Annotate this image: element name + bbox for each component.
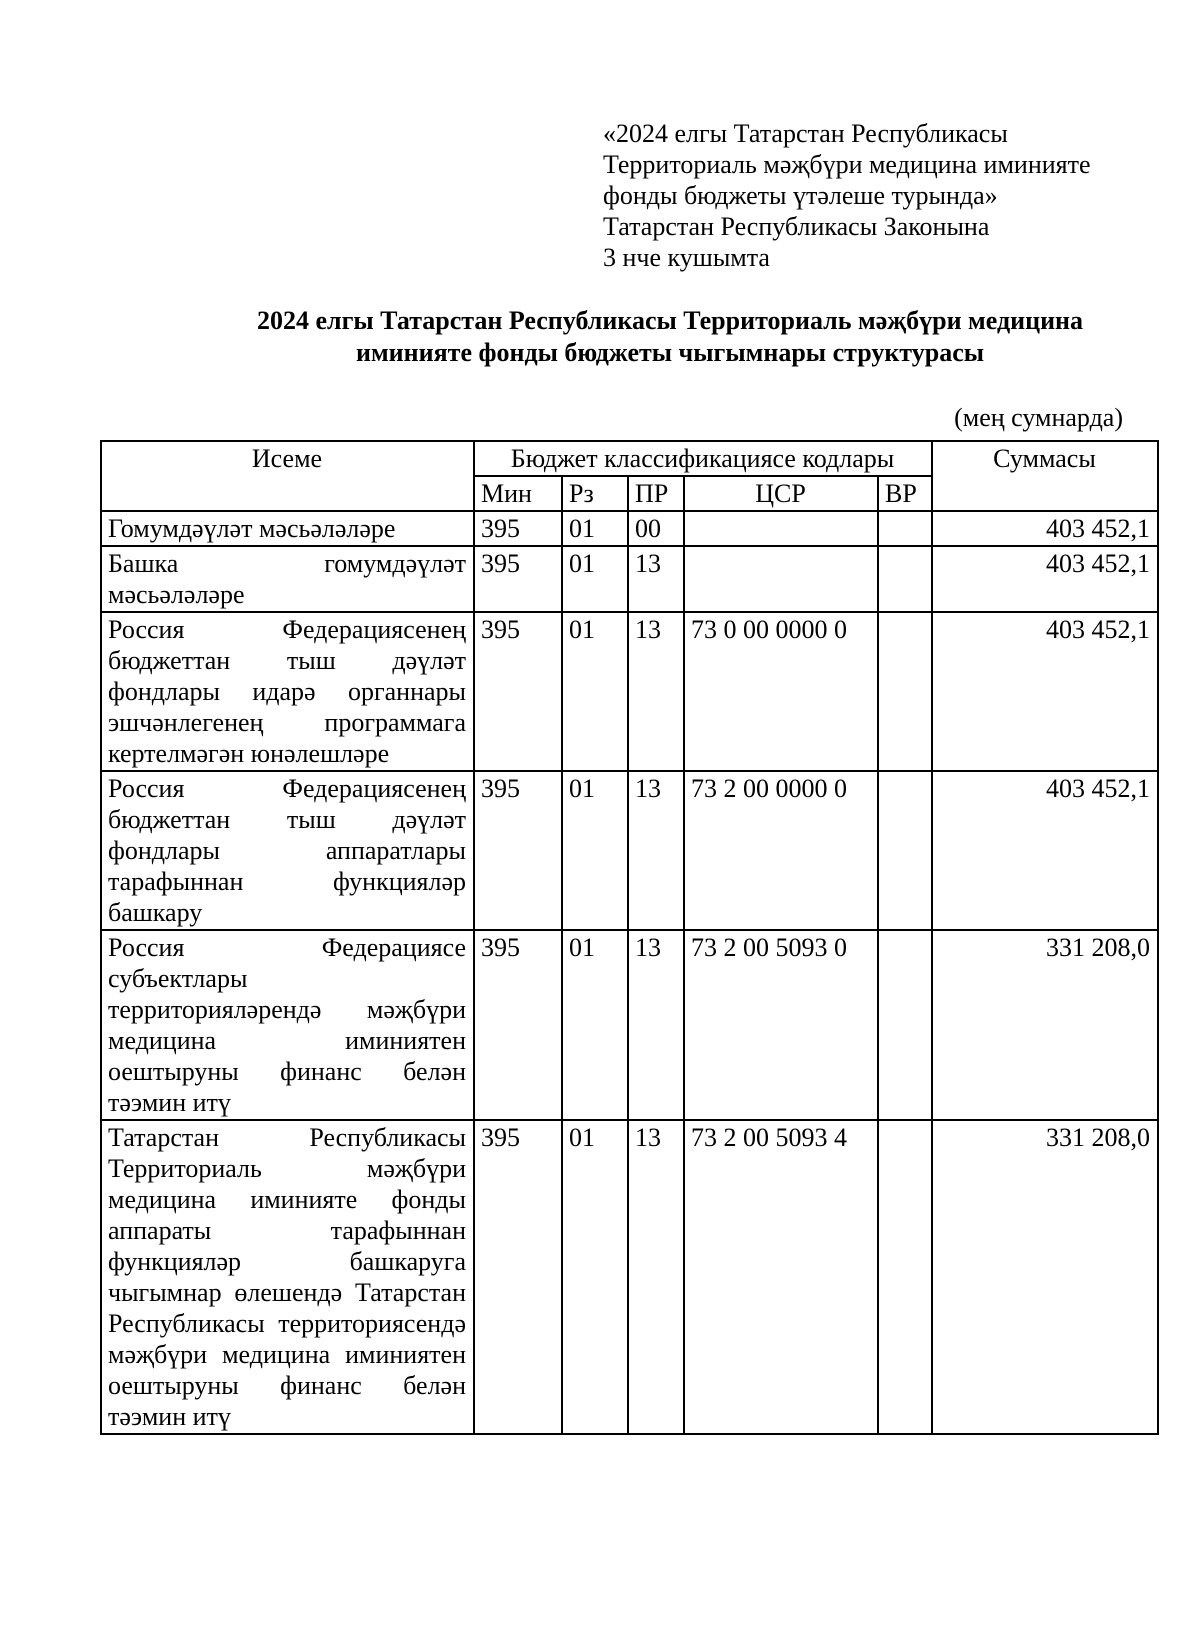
cell-rz: 01	[562, 1120, 628, 1434]
cell-name: Башка гомумдәүләт мәсьәләләре	[101, 546, 474, 612]
cell-sum: 403 452,1	[932, 511, 1158, 546]
table-row	[101, 546, 1158, 612]
cell-rz: 01	[562, 511, 628, 546]
cell-vr	[878, 1120, 932, 1434]
annex-line: Татарстан Республикасы Законына	[603, 212, 990, 241]
annex-line: Территориаль мәҗбүри медицина иминияте	[603, 150, 1091, 179]
table-row	[101, 612, 1158, 771]
units-note: (мең сумнарда)	[954, 403, 1123, 432]
cell-sum: 403 452,1	[932, 771, 1158, 930]
cell-csr: 73 2 00 5093 0	[684, 930, 878, 1120]
cell-pr: 13	[628, 930, 684, 1120]
cell-sum: 403 452,1	[932, 546, 1158, 612]
cell-rz: 01	[562, 546, 628, 612]
title-line-1: 2024 елгы Татарстан Республикасы Территориаль мәҗбүри медицина	[256, 306, 1084, 335]
header-pr: ПР	[628, 476, 684, 511]
cell-min: 395	[474, 511, 562, 546]
header-codes-group: Бюджет классификациясе кодлары	[474, 441, 932, 476]
cell-name: Татарстан Республикасы Территориаль мәҗбүри медицина иминияте фонды аппараты тарафыннан функцияләр башкаруга чыгымнар өлешендә Татарстан Республикасы территориясендә мәҗбүри медицина иминиятен оештыруны финанс белән тәэмин итү	[101, 1120, 474, 1434]
cell-name: Россия Федерациясенең бюджеттан тыш дәүләт фондлары идарә органнары эшчәнлегенең программага кертелмәгән юнәлешләре	[101, 612, 474, 771]
cell-pr: 13	[628, 771, 684, 930]
cell-rz: 01	[562, 930, 628, 1120]
cell-vr	[878, 771, 932, 930]
cell-rz: 01	[562, 612, 628, 771]
cell-min: 395	[474, 1120, 562, 1434]
table-row	[101, 1120, 1158, 1434]
table-row	[101, 930, 1158, 1120]
cell-name: Гомумдәүләт мәсьәләләре	[101, 511, 474, 546]
cell-csr	[684, 511, 878, 546]
header-name: Исеме	[101, 441, 474, 511]
cell-pr: 00	[628, 511, 684, 546]
header-csr: ЦСР	[684, 476, 878, 511]
cell-min: 395	[474, 612, 562, 771]
annex-note	[603, 118, 1091, 273]
header-vr: ВР	[878, 476, 932, 511]
cell-sum: 403 452,1	[932, 612, 1158, 771]
cell-pr: 13	[628, 1120, 684, 1434]
header-min: Мин	[474, 476, 562, 511]
header-row	[101, 441, 1158, 476]
cell-rz: 01	[562, 771, 628, 930]
cell-vr	[878, 546, 932, 612]
cell-sum: 331 208,0	[932, 1120, 1158, 1434]
cell-min: 395	[474, 546, 562, 612]
cell-name: Россия Федерациясенең бюджеттан тыш дәүләт фондлары аппаратлары тарафыннан функцияләр башкару	[101, 771, 474, 930]
cell-pr: 13	[628, 546, 684, 612]
annex-line: фонды бюджеты үтәлеше турында»	[603, 181, 998, 210]
header-sum: Суммасы	[932, 441, 1158, 511]
title-line-2: иминияте фонды бюджеты чыгымнары структурасы	[355, 338, 985, 367]
annex-line: «2024 елгы Татарстан Республикасы	[603, 119, 1008, 148]
cell-vr	[878, 612, 932, 771]
cell-csr: 73 0 00 0000 0	[684, 612, 878, 771]
cell-min: 395	[474, 771, 562, 930]
cell-pr: 13	[628, 612, 684, 771]
cell-vr	[878, 930, 932, 1120]
cell-csr: 73 2 00 5093 4	[684, 1120, 878, 1434]
cell-min: 395	[474, 930, 562, 1120]
cell-vr	[878, 511, 932, 546]
expenditure-table	[100, 440, 1159, 1435]
cell-name: Россия Федерациясе субъектлары территорияләрендә мәҗбүри медицина иминиятен оештыруны финанс белән тәэмин итү	[101, 930, 474, 1120]
header-rz: Рз	[562, 476, 628, 511]
table-row	[101, 771, 1158, 930]
annex-line: 3 нче кушымта	[603, 243, 770, 272]
cell-sum: 331 208,0	[932, 930, 1158, 1120]
cell-csr	[684, 546, 878, 612]
cell-csr: 73 2 00 0000 0	[684, 771, 878, 930]
document-title	[180, 305, 1160, 369]
table-row	[101, 511, 1158, 546]
